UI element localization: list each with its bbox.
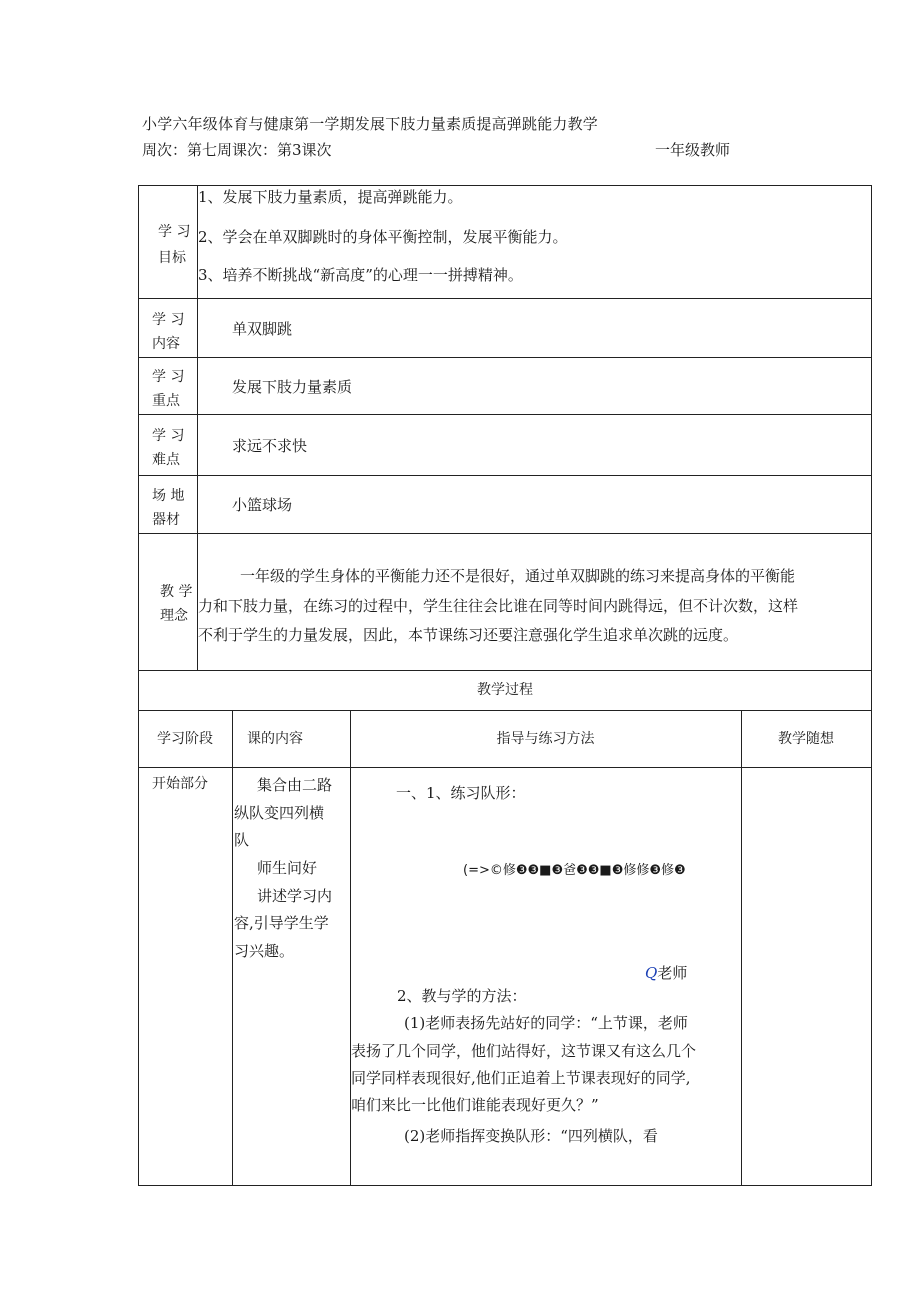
content-line: 纵队变四列横 bbox=[234, 804, 325, 822]
teacher-mark-label: 老师 bbox=[657, 964, 688, 982]
content-line: 讲述学习内 bbox=[257, 887, 333, 905]
objectives-label: 学 习 目标 bbox=[158, 224, 191, 266]
content-line: 队 bbox=[234, 831, 250, 849]
column-header-stage: 学习阶段 bbox=[157, 731, 213, 747]
column-header-method: 指导与练习方法 bbox=[496, 731, 595, 747]
teacher-mark: Q bbox=[645, 964, 658, 982]
venue-value: 小篮球场 bbox=[232, 496, 293, 514]
week-info: 周次：第七周课次：第3课次 bbox=[142, 141, 332, 159]
method-p1-line: 表扬了几个同学，他们站得好，这节课又有这么几个 bbox=[351, 1042, 697, 1060]
objective-item: 2、学会在单双脚跳时的身体平衡控制，发展平衡能力。 bbox=[198, 228, 568, 246]
philosophy-line: 一年级的学生身体的平衡能力还不是很好，通过单双脚跳的练习来提高身体的平衡能 bbox=[240, 567, 796, 585]
column-header-content: 课的内容 bbox=[247, 731, 303, 747]
method-p1-line: 同学同样表现很好,他们正追着上节课表现好的同学, bbox=[351, 1069, 691, 1087]
document-title: 小学六年级体育与健康第一学期发展下肢力量素质提高弹跳能力教学 bbox=[142, 115, 599, 133]
objective-item: 1、发展下肢力量素质，提高弹跳能力。 bbox=[198, 188, 463, 206]
content-line: 师生问好 bbox=[257, 859, 318, 877]
method-p1-line: (1)老师表扬先站好的同学：“上节课，老师 bbox=[404, 1014, 688, 1032]
method-p1-line: 咱们来比一比他们谁能表现好更久？” bbox=[351, 1096, 599, 1114]
philosophy-label: 教 学 理念 bbox=[160, 584, 193, 624]
content-line: 容,引导学生学 bbox=[234, 914, 329, 932]
objective-item: 3、培养不断挑战“新高度”的心理一一拼搏精神。 bbox=[198, 266, 523, 284]
method-step-1: 一、1、练习队形： bbox=[396, 784, 526, 802]
method-p2: (2)老师指挥变换队形：“四列横队，看 bbox=[404, 1127, 658, 1145]
keypoint-label: 学 习 重点 bbox=[152, 369, 185, 409]
teacher-label: 一年级教师 bbox=[655, 141, 731, 159]
philosophy-line: 不利于学生的力量发展，因此，本节课练习还要注意强化学生追求单次跳的远度。 bbox=[198, 626, 739, 644]
difficulty-value: 求远不求快 bbox=[232, 437, 308, 455]
content-line: 习兴趣。 bbox=[234, 942, 295, 960]
content-line: 集合由二路 bbox=[257, 776, 333, 794]
method-step-2: 2、教与学的方法： bbox=[397, 987, 527, 1005]
stage-name: 开始部分 bbox=[152, 776, 208, 792]
column-header-reflection: 教学随想 bbox=[778, 731, 834, 747]
venue-label: 场 地 器材 bbox=[152, 488, 185, 528]
teacher-marker bbox=[645, 963, 687, 983]
difficulty-label: 学 习 难点 bbox=[152, 428, 185, 468]
keypoint-value: 发展下肢力量素质 bbox=[232, 378, 353, 396]
content-value: 单双脚跳 bbox=[232, 320, 293, 338]
content-label: 学 习 内容 bbox=[152, 312, 185, 352]
philosophy-line: 力和下肢力量，在练习的过程中，学生往往会比谁在同等时间内跳得远，但不计次数，这样 bbox=[198, 597, 799, 615]
formation-diagram: (=>©修❸❸■❸爸❸❸■❸修修❸修❸ bbox=[463, 863, 686, 878]
process-heading: 教学过程 bbox=[477, 682, 533, 698]
